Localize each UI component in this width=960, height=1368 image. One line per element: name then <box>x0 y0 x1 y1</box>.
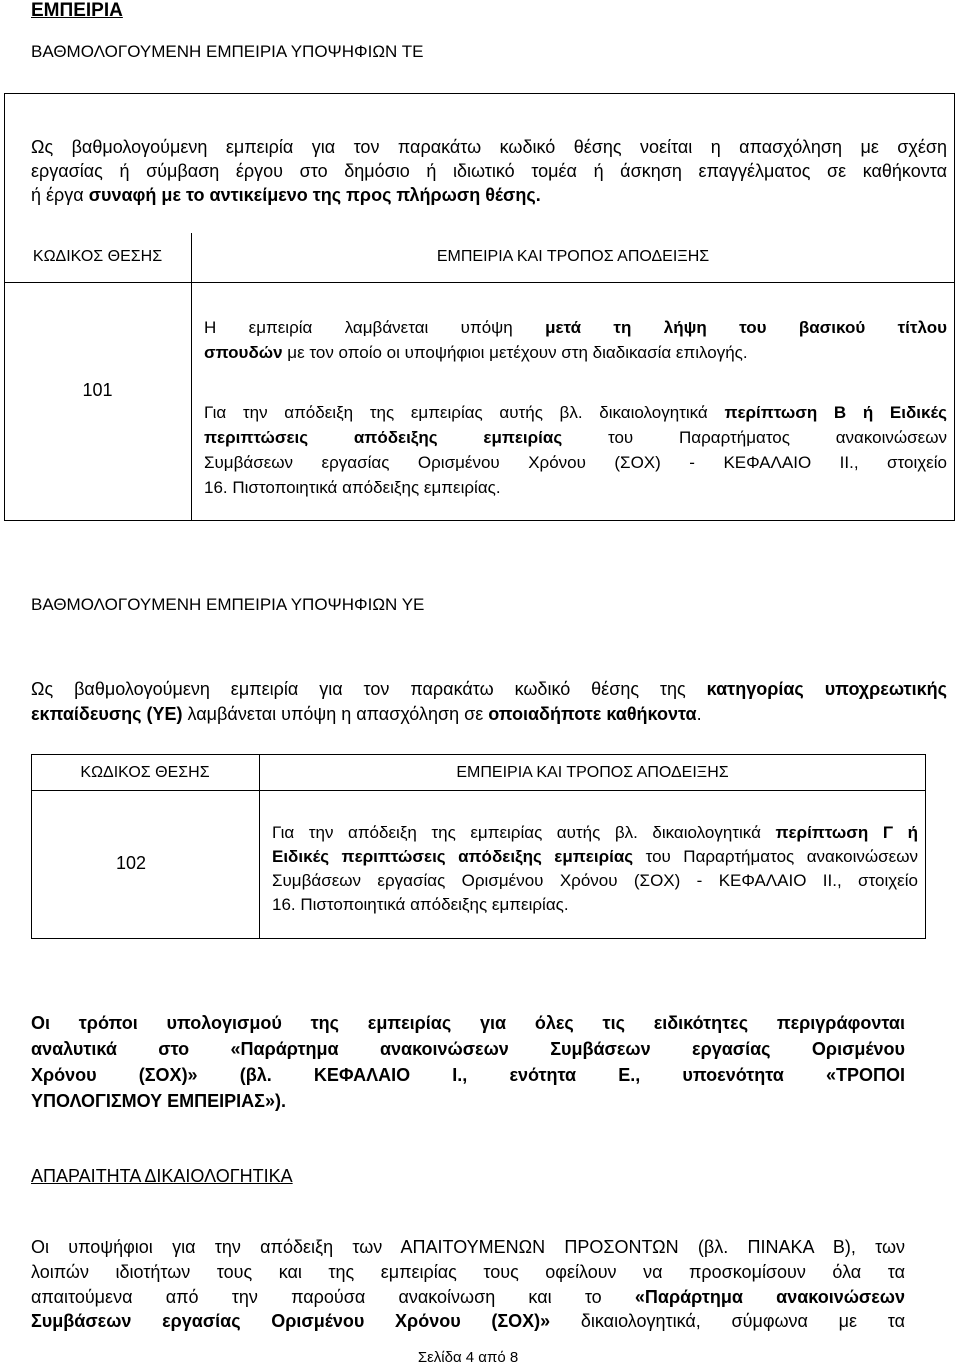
te-position-code: 101 <box>82 380 113 400</box>
ye-col-code-header: ΚΩΔΙΚΟΣ ΘΕΣΗΣ <box>80 764 210 781</box>
ye-exp-line2: Ειδικές περιπτώσεις απόδειξης εμπειρίας του Παραρτήματος ανακοινώσεων <box>272 847 919 866</box>
te-exp-p2-line4: 16. Πιστοποιητικά απόδειξης εμπειρίας. <box>204 478 501 497</box>
ye-table-header-divider <box>31 790 926 791</box>
calc-note-line1: Οι τρόποι υπολογισμού της εμπειρίας για όλες τις ειδικότητες περιγράφονται <box>31 1013 905 1033</box>
te-intro-line3: ή έργα συναφή με το αντικείμενο της προς πλήρωση θέσης. <box>31 185 541 205</box>
ye-intro-line1: Ως βαθμολογούμενη εμπειρία για τον παρακάτω κωδικό θέσης της κατηγορίας υποχρεωτικής <box>31 679 947 699</box>
te-exp-p2-line1: Για την απόδειξη της εμπειρίας αυτής βλ. δικαιολογητικά περίπτωση Β ή Ειδικές <box>204 403 948 422</box>
te-intro-line2: εργασίας ή σύμβαση έργου στο δημόσιο ή ιδιωτικό τομέα ή άσκηση επαγγέλματος σε καθήκοντα <box>31 161 947 181</box>
te-table-column-divider <box>191 233 192 521</box>
ye-exp-line4: 16. Πιστοποιητικά απόδειξης εμπειρίας. <box>272 895 569 914</box>
required-docs-line1: Οι υποψήφιοι για την απόδειξη των ΑΠΑΙΤΟΥΜΕΝΩΝ ΠΡΟΣΟΝΤΩΝ (βλ. ΠΙΝΑΚΑ Β), των <box>31 1237 905 1257</box>
required-docs-line4: Συμβάσεων εργασίας Ορισμένου Χρόνου (ΣΟΧ)» δικαιολογητικά, σύμφωνα με τα <box>31 1311 905 1331</box>
required-docs-line2: λοιπών ιδιοτήτων τους και της εμπειρίας τους οφείλουν να προσκομίσουν όλα τα <box>31 1262 905 1282</box>
te-intro-line1: Ως βαθμολογούμενη εμπειρία για τον παρακάτω κωδικό θέσης νοείται η απασχόληση με σχέση <box>31 137 947 157</box>
te-col-exp-header: ΕΜΠΕΙΡΙΑ ΚΑΙ ΤΡΟΠΟΣ ΑΠΟΔΕΙΞΗΣ <box>436 248 710 265</box>
ye-exp-line3: Συμβάσεων εργασίας Ορισμένου Χρόνου (ΣΟΧ) - ΚΕΦΑΛΑΙΟ ΙΙ., στοιχείο <box>272 871 918 890</box>
page-footer: Σελίδα 4 από 8 <box>417 1349 519 1366</box>
te-table-header-divider <box>4 282 955 283</box>
ye-intro-line2: εκπαίδευσης (ΥΕ) λαμβάνεται υπόψη η απασχόληση σε οποιαδήποτε καθήκοντα. <box>31 704 702 724</box>
required-docs-line3: απαιτούμενα από την παρούσα ανακοίνωση και το «Παράρτημα ανακοινώσεων <box>31 1287 905 1307</box>
ye-heading: ΒΑΘΜΟΛΟΓΟΥΜΕΝΗ ΕΜΠΕΙΡΙΑ ΥΠΟΨΗΦΙΩΝ ΥΕ <box>31 595 425 614</box>
te-exp-p2-line3: Συμβάσεων εργασίας Ορισμένου Χρόνου (ΣΟΧ) - ΚΕΦΑΛΑΙΟ ΙΙ., στοιχείο <box>204 453 947 472</box>
section-title: ΕΜΠΕΙΡΙΑ <box>31 0 123 21</box>
te-col-code-header: ΚΩΔΙΚΟΣ ΘΕΣΗΣ <box>32 248 163 265</box>
ye-col-exp-header: ΕΜΠΕΙΡΙΑ ΚΑΙ ΤΡΟΠΟΣ ΑΠΟΔΕΙΞΗΣ <box>456 764 729 781</box>
calc-note-line3: Χρόνου (ΣΟΧ)» (βλ. ΚΕΦΑΛΑΙΟ Ι., ενότητα Ε., υποενότητα «ΤΡΟΠΟΙ <box>31 1065 905 1085</box>
te-heading: ΒΑΘΜΟΛΟΓΟΥΜΕΝΗ ΕΜΠΕΙΡΙΑ ΥΠΟΨΗΦΙΩΝ ΤΕ <box>31 42 424 61</box>
calc-note-line4: ΥΠΟΛΟΓΙΣΜΟΥ ΕΜΠΕΙΡΙΑΣ»). <box>31 1091 286 1111</box>
ye-exp-line1: Για την απόδειξη της εμπειρίας αυτής βλ. δικαιολογητικά περίπτωση Γ ή <box>272 823 918 842</box>
ye-position-code: 102 <box>115 853 147 873</box>
te-exp-p2-line2: περιπτώσεις απόδειξης εμπειρίας του Παραρτήματος ανακοινώσεων <box>204 428 948 447</box>
te-exp-p1-line2: σπουδών με τον οποίο οι υποψήφιοι μετέχουν στη διαδικασία επιλογής. <box>204 343 748 362</box>
te-exp-p1-line1: Η εμπειρία λαμβάνεται υπόψη μετά τη λήψη του βασικού τίτλου <box>204 318 947 337</box>
required-docs-heading: ΑΠΑΡΑΙΤΗΤΑ ΔΙΚΑΙΟΛΟΓΗΤΙΚΑ <box>31 1166 293 1186</box>
calc-note-line2: αναλυτικά στο «Παράρτημα ανακοινώσεων Συμβάσεων εργασίας Ορισμένου <box>31 1039 905 1059</box>
